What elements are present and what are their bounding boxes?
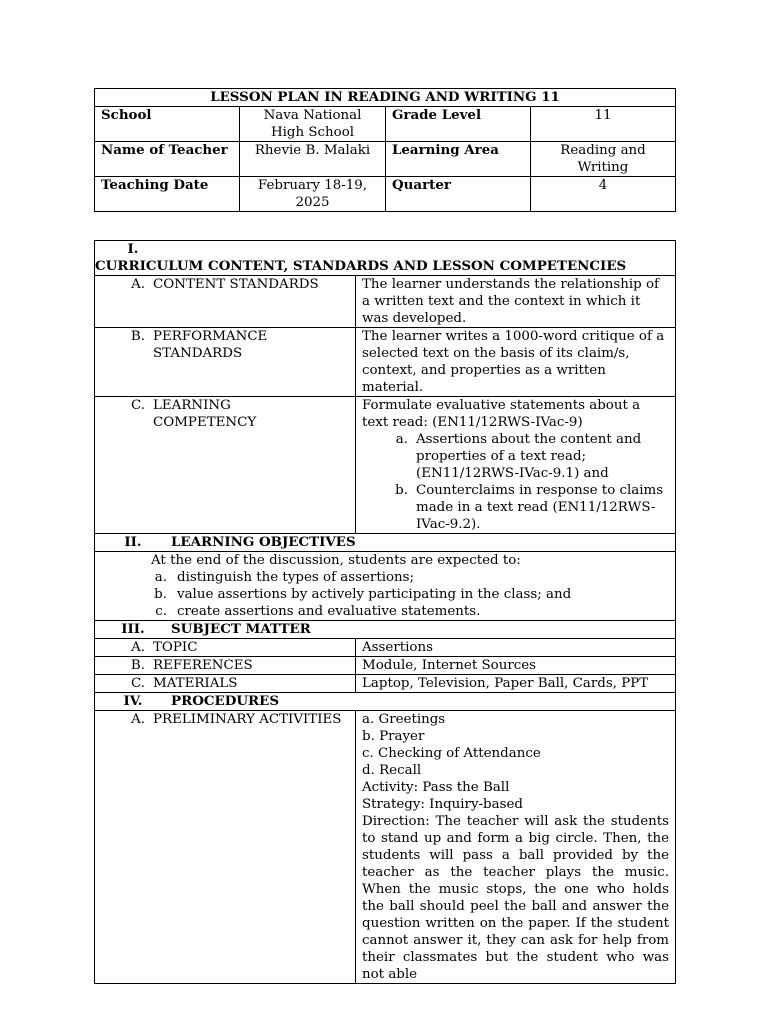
list-item-letter: c. [155,604,167,619]
row-label: TOPIC [153,640,198,655]
list-item-letter: b. [395,483,408,498]
performance-standards-value: The learner writes a 1000-word critique of a selected text on the basis of its claim/s, context, and properties as a written material. [356,328,676,397]
content-standards-value: The learner understands the relationship of a written text and the context in which it was developed. [356,276,676,328]
activity-line: c. Checking of Attendance [362,746,541,761]
list-item [95,603,669,620]
learning-competency-value: Formulate evaluative statements about a text read: (EN11/12RWS-IVac-9) [362,398,641,430]
header-info-table [94,88,676,212]
section-number: IV. [123,693,143,709]
references-value: Module, Internet Sources [356,657,676,675]
row-letter: C. [130,398,145,413]
row-label: PRELIMINARY ACTIVITIES [153,712,342,727]
list-item-text: distinguish the types of assertions; [177,570,415,585]
section-number: III. [121,621,145,637]
row-label: LEARNING COMPETENCY [153,398,257,430]
school-value: Nava National High School [240,107,386,142]
table-row [95,657,676,675]
section-heading-subject-matter [95,621,676,639]
row-letter: B. [130,329,145,344]
teaching-date-label: Teaching Date [95,177,240,212]
list-item-text: value assertions by actively participating in the class; and [177,587,572,602]
activity-line: a. Greetings [362,712,446,727]
topic-value: Assertions [356,639,676,657]
section-heading-curriculum [95,241,676,276]
row-label: MATERIALS [153,676,238,691]
row-label: REFERENCES [153,658,253,673]
school-label: School [95,107,240,142]
section-heading-procedures [95,693,676,711]
section-title: LEARNING OBJECTIVES [171,534,356,550]
row-letter: B. [130,658,145,673]
row-letter: A. [131,640,145,655]
teaching-date-value: February 18-19, 2025 [240,177,386,212]
table-row [95,328,676,397]
table-row [95,276,676,328]
list-item [386,482,669,533]
row-label: CONTENT STANDARDS [153,277,319,292]
row-label: PERFORMANCE STANDARDS [153,329,268,361]
list-item-letter: a. [395,432,408,447]
activity-line: Strategy: Inquiry-based [362,797,523,812]
section-title: CURRICULUM CONTENT, STANDARDS AND LESSON COMPETENCIES [95,258,627,274]
section-heading-objectives [95,534,676,552]
learning-competency-cell [356,397,676,534]
section-number: II. [124,534,142,550]
table-row [95,711,676,984]
preliminary-activities-cell [356,711,676,984]
learning-area-value: Reading and Writing [531,142,676,177]
list-item-text: create assertions and evaluative statements. [177,604,481,619]
section-title: PROCEDURES [171,693,280,709]
list-item-text: Assertions about the content and properties of a text read; (EN11/12RWS-IVac-9.1) and [416,432,642,481]
table-row [95,639,676,657]
activity-line: b. Prayer [362,729,425,744]
list-item [95,586,669,603]
activity-line: d. Recall [362,763,422,778]
section-title: SUBJECT MATTER [171,621,311,637]
direction-paragraph: Direction: The teacher will ask the students to stand up and form a big circle. Then, the students will pass a ball provided by the teacher as the teacher plays the music. When the music stops, the one who holds the ball should peel the ball and answer the question written on the paper. If the student cannot answer it, they can ask for help from their classmates but the student who was not able [362,814,670,982]
activity-line: Activity: Pass the Ball [362,780,510,795]
learning-area-label: Learning Area [386,142,531,177]
list-item [386,431,669,482]
row-letter: C. [130,676,145,691]
objectives-row [95,552,676,621]
list-item-letter: b. [154,587,167,602]
list-item-text: Counterclaims in response to claims made in a text read (EN11/12RWS-IVac-9.2). [416,483,664,532]
lesson-plan-table [94,240,676,984]
table-row [95,675,676,693]
teacher-label: Name of Teacher [95,142,240,177]
section-number: I. [127,241,139,257]
list-item-letter: a. [154,570,167,585]
teacher-value: Rhevie B. Malaki [240,142,386,177]
objectives-intro: At the end of the discussion, students are expected to: [151,553,521,568]
list-item [95,569,669,586]
row-letter: A. [131,277,145,292]
grade-level-label: Grade Level [386,107,531,142]
materials-value: Laptop, Television, Paper Ball, Cards, PPT [356,675,676,693]
grade-level-value: 11 [531,107,676,142]
lesson-plan-title: LESSON PLAN IN READING AND WRITING 11 [95,89,676,107]
table-row [95,397,676,534]
quarter-label: Quarter [386,177,531,212]
row-letter: A. [131,712,145,727]
quarter-value: 4 [531,177,676,212]
